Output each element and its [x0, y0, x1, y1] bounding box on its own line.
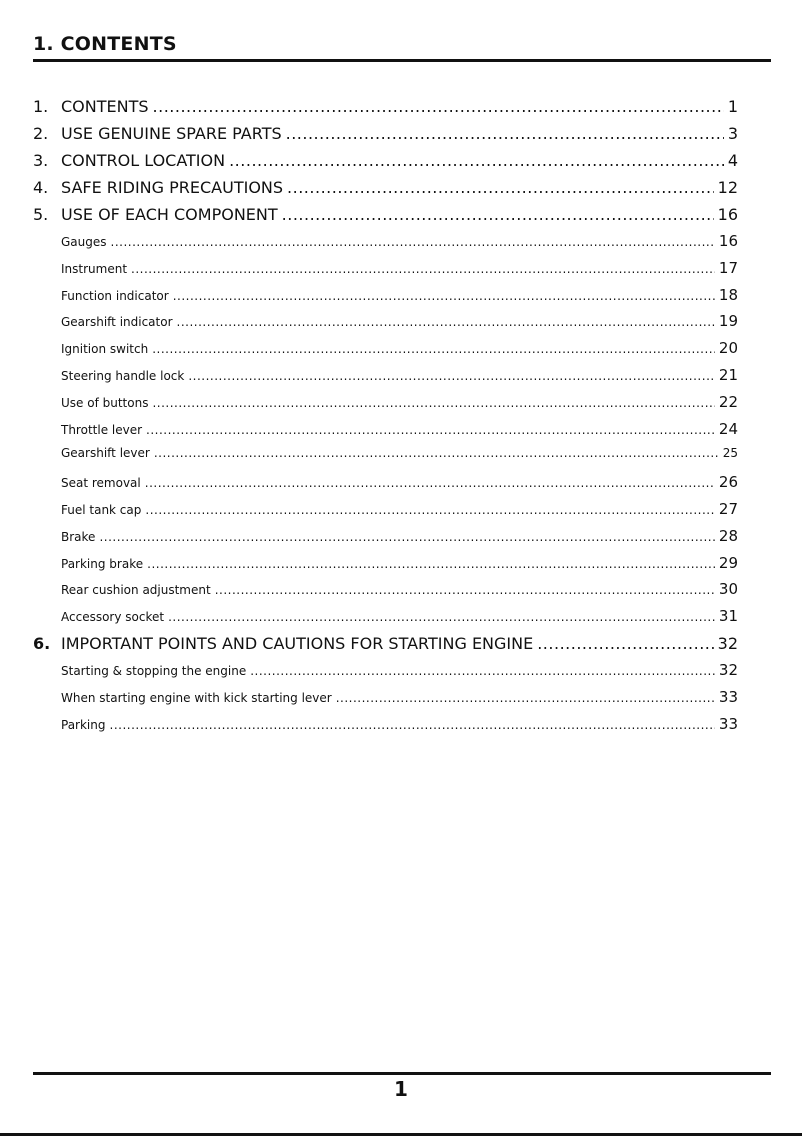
toc-title: CONTROL LOCATION	[61, 151, 226, 170]
toc-title: IMPORTANT POINTS AND CAUTIONS FOR STARTING ENGINE	[61, 633, 534, 653]
toc-number: 1.	[33, 97, 49, 116]
page-number: 1	[394, 1077, 408, 1101]
toc-page: 24	[718, 419, 738, 438]
toc-number: 3.	[33, 151, 49, 170]
toc-title: Ignition switch	[61, 342, 149, 357]
toc-entry-starting-stopping[interactable]	[33, 661, 738, 688]
toc-page: 18	[718, 285, 738, 304]
toc-title: Seat removal	[61, 476, 141, 491]
dot-leader	[145, 503, 715, 517]
toc-title: Starting & stopping the engine	[61, 663, 247, 678]
dot-leader	[110, 718, 715, 732]
toc-page: 20	[718, 339, 738, 358]
toc-title: Accessory socket	[61, 610, 165, 625]
toc-entry-seat-removal[interactable]	[33, 473, 738, 500]
toc-page: 12	[717, 178, 738, 197]
toc-page: 32	[718, 660, 738, 679]
toc-number: 4.	[33, 178, 49, 197]
toc-number: 5.	[33, 205, 49, 224]
toc-entry-ignition-switch[interactable]	[33, 339, 738, 366]
toc-page: 19	[718, 312, 738, 331]
dot-leader	[154, 446, 719, 460]
toc-page: 33	[718, 714, 738, 733]
toc-page: 4	[727, 151, 738, 170]
toc-entry-use-of-buttons[interactable]	[33, 393, 738, 420]
toc-title: Gauges	[61, 235, 107, 249]
toc-entry-parking[interactable]	[33, 715, 738, 742]
heading-rule	[33, 59, 771, 62]
toc-entry-safe-riding[interactable]	[33, 178, 738, 205]
toc-entry-throttle-lever[interactable]	[33, 420, 738, 447]
toc-title: Instrument	[61, 261, 128, 276]
dot-leader	[131, 262, 715, 276]
toc-entry-gauges[interactable]	[33, 232, 738, 259]
toc-page: 30	[718, 580, 738, 599]
dot-leader	[282, 205, 714, 224]
toc-entry-use-of-each-component[interactable]	[33, 205, 738, 232]
toc-page: 32	[717, 633, 738, 653]
toc-number: 6.	[33, 633, 51, 653]
toc-page: 17	[718, 258, 738, 277]
dot-leader	[287, 178, 714, 197]
toc-title: Use of buttons	[61, 395, 149, 410]
toc-title: SAFE RIDING PRECAUTIONS	[61, 178, 284, 197]
toc-page: 25	[722, 446, 738, 461]
dot-leader	[177, 315, 715, 329]
dot-leader	[111, 235, 715, 249]
dot-leader	[229, 151, 724, 170]
table-of-contents	[33, 97, 738, 741]
toc-title: Parking brake	[61, 556, 144, 571]
toc-page: 26	[718, 473, 738, 492]
toc-entry-instrument[interactable]	[33, 259, 738, 286]
toc-title: Brake	[61, 529, 96, 544]
toc-page: 31	[718, 607, 738, 626]
toc-title: Gearshift indicator	[61, 315, 173, 330]
toc-page: 22	[718, 392, 738, 411]
page-heading: 1. CONTENTS	[33, 33, 177, 55]
toc-page: 3	[727, 124, 738, 143]
toc-entry-function-indicator[interactable]	[33, 286, 738, 313]
toc-entry-gearshift-indicator[interactable]	[33, 312, 738, 339]
toc-page: 16	[718, 232, 738, 250]
toc-title: When starting engine with kick starting lever	[61, 690, 332, 705]
toc-entry-genuine-spare-parts[interactable]	[33, 124, 738, 151]
toc-number: 2.	[33, 124, 49, 143]
toc-page: 29	[718, 553, 738, 572]
toc-title: USE OF EACH COMPONENT	[61, 205, 278, 224]
toc-entry-contents[interactable]	[33, 97, 738, 124]
toc-title: USE GENUINE SPARE PARTS	[61, 124, 282, 143]
dot-leader	[215, 583, 715, 597]
dot-leader	[250, 664, 715, 678]
toc-entry-kick-starting-lever[interactable]	[33, 688, 738, 715]
toc-entry-starting-engine[interactable]	[33, 634, 738, 661]
toc-entry-gearshift-lever[interactable]	[33, 446, 738, 473]
dot-leader	[537, 634, 713, 653]
toc-entry-fuel-tank-cap[interactable]	[33, 500, 738, 527]
toc-title: Steering handle lock	[61, 368, 185, 383]
dot-leader	[152, 342, 715, 356]
dot-leader	[286, 124, 724, 143]
dot-leader	[188, 369, 715, 383]
toc-title: Function indicator	[61, 288, 169, 303]
footer-rule	[33, 1072, 771, 1075]
dot-leader	[145, 476, 715, 490]
dot-leader	[99, 530, 714, 544]
toc-entry-brake[interactable]	[33, 527, 738, 554]
dot-leader	[153, 97, 724, 116]
toc-page: 28	[718, 526, 738, 545]
toc-title: CONTENTS	[61, 97, 149, 116]
toc-page: 33	[718, 687, 738, 706]
toc-title: Throttle lever	[61, 422, 143, 437]
toc-title: Rear cushion adjustment	[61, 583, 211, 598]
dot-leader	[173, 289, 715, 303]
toc-page: 16	[717, 205, 738, 224]
toc-entry-parking-brake[interactable]	[33, 554, 738, 581]
toc-page: 1	[727, 97, 738, 116]
dot-leader	[168, 610, 715, 624]
toc-entry-steering-handle-lock[interactable]	[33, 366, 738, 393]
toc-page: 27	[718, 499, 738, 518]
toc-title: Gearshift lever	[61, 446, 150, 461]
toc-entry-control-location[interactable]	[33, 151, 738, 178]
toc-title: Parking	[61, 717, 106, 732]
toc-entry-rear-cushion-adjustment[interactable]	[33, 580, 738, 607]
toc-page: 21	[718, 365, 738, 384]
toc-entry-accessory-socket[interactable]	[33, 607, 738, 634]
dot-leader	[146, 423, 715, 437]
dot-leader	[147, 557, 715, 571]
dot-leader	[336, 691, 715, 705]
dot-leader	[152, 396, 714, 410]
toc-title: Fuel tank cap	[61, 502, 142, 517]
